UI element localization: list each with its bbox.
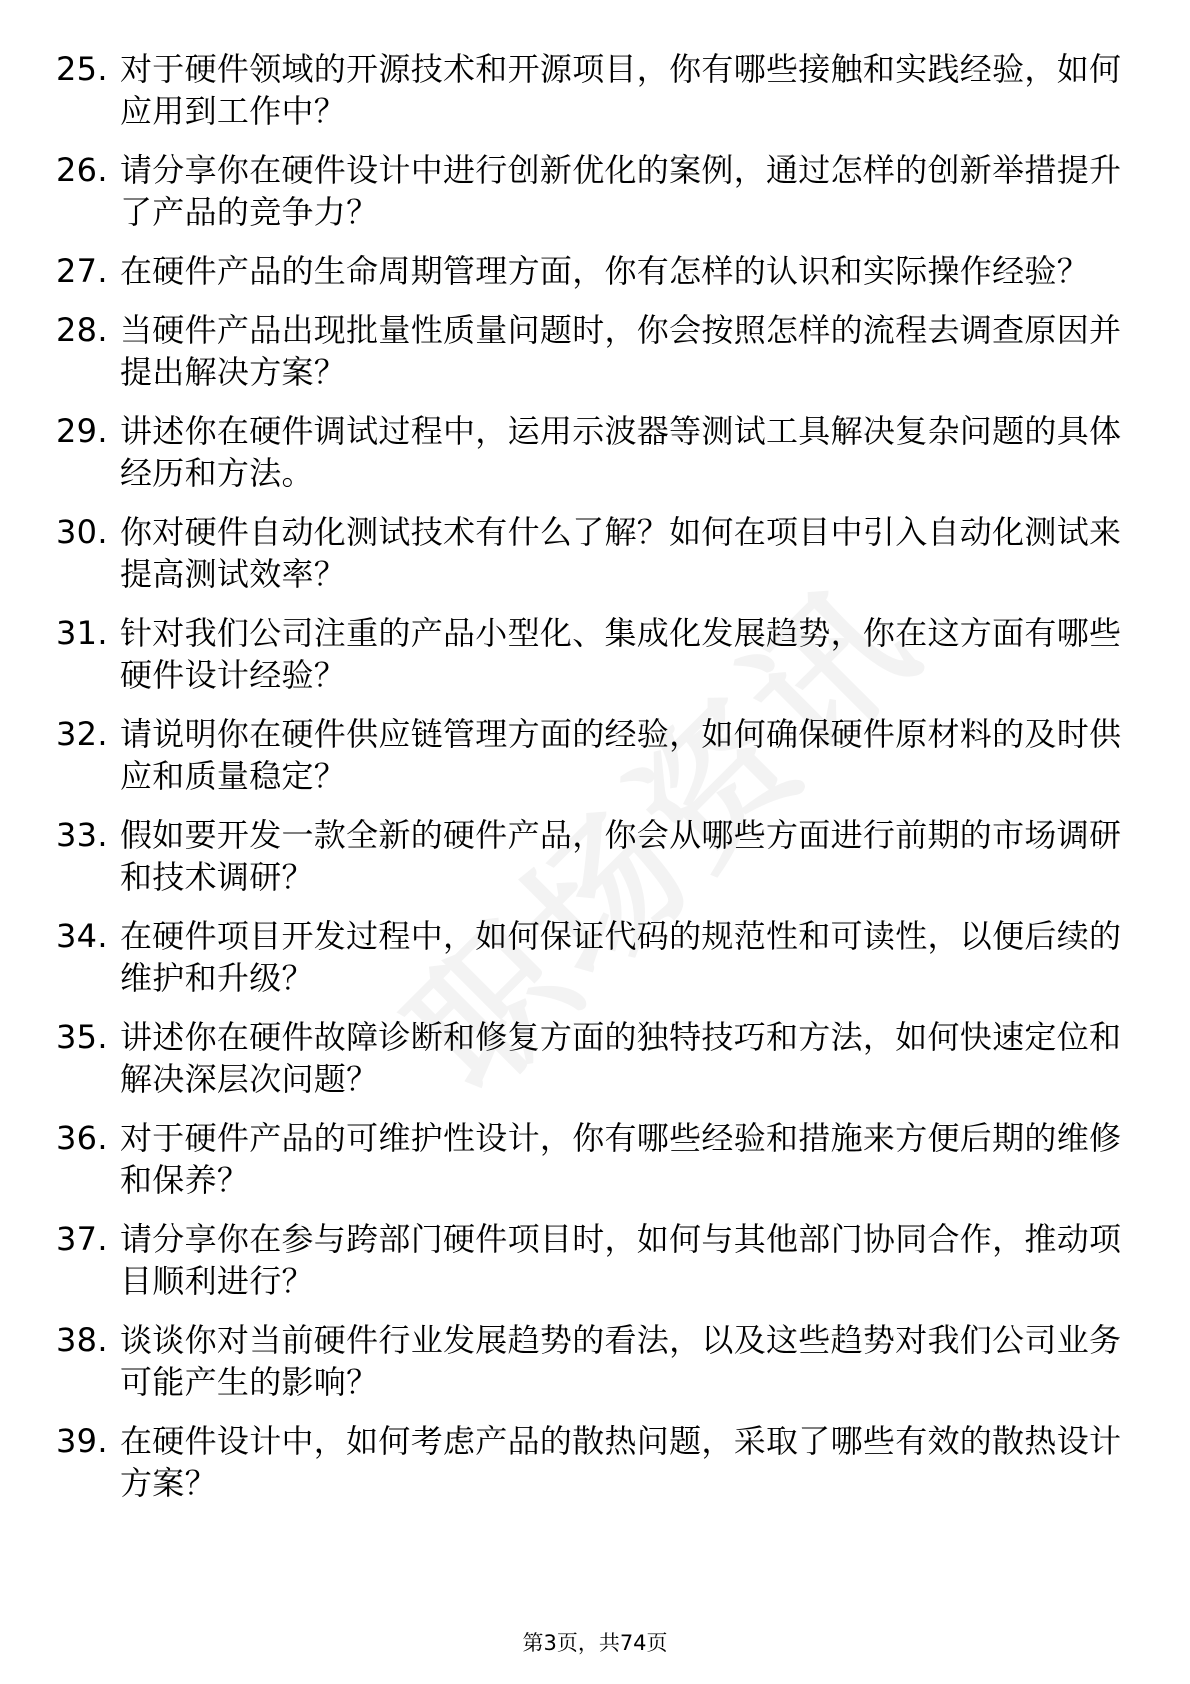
question-item — [56, 309, 1126, 393]
question-text: 请说明你在硬件供应链管理方面的经验，如何确保硬件原材料的及时供应和质量稳定？ — [120, 715, 1122, 795]
question-number: 27. — [56, 252, 108, 290]
question-item — [56, 1016, 1126, 1100]
question-text: 谈谈你对当前硬件行业发展趋势的看法，以及这些趋势对我们公司业务可能产生的影响？ — [120, 1321, 1122, 1401]
question-text: 对于硬件领域的开源技术和开源项目，你有哪些接触和实践经验，如何应用到工作中？ — [120, 50, 1122, 130]
question-item — [56, 250, 1126, 292]
question-number: 26. — [56, 151, 108, 189]
question-item — [56, 915, 1126, 999]
question-number: 25. — [56, 50, 108, 88]
question-number: 31. — [56, 614, 108, 652]
question-item — [56, 713, 1126, 797]
question-number: 28. — [56, 311, 108, 349]
question-text: 请分享你在参与跨部门硬件项目时，如何与其他部门协同合作，推动项目顺利进行？ — [120, 1220, 1122, 1300]
question-number: 29. — [56, 412, 108, 450]
question-item — [56, 149, 1126, 233]
question-item — [56, 511, 1126, 595]
question-item — [56, 1117, 1126, 1201]
question-text: 对于硬件产品的可维护性设计，你有哪些经验和措施来方便后期的维修和保养？ — [120, 1119, 1122, 1199]
question-number: 38. — [56, 1321, 108, 1359]
question-number: 35. — [56, 1018, 108, 1056]
question-list — [56, 48, 1126, 1521]
question-text: 假如要开发一款全新的硬件产品，你会从哪些方面进行前期的市场调研和技术调研？ — [120, 816, 1122, 896]
question-text: 讲述你在硬件故障诊断和修复方面的独特技巧和方法，如何快速定位和解决深层次问题？ — [120, 1018, 1122, 1098]
question-item — [56, 612, 1126, 696]
question-text: 在硬件产品的生命周期管理方面，你有怎样的认识和实际操作经验？ — [120, 252, 1090, 290]
question-text: 在硬件项目开发过程中，如何保证代码的规范性和可读性，以便后续的维护和升级？ — [120, 917, 1122, 997]
question-number: 39. — [56, 1422, 108, 1460]
question-text: 针对我们公司注重的产品小型化、集成化发展趋势，你在这方面有哪些硬件设计经验？ — [120, 614, 1122, 694]
question-text: 当硬件产品出现批量性质量问题时，你会按照怎样的流程去调查原因并提出解决方案？ — [120, 311, 1122, 391]
question-text: 在硬件设计中，如何考虑产品的散热问题，采取了哪些有效的散热设计方案？ — [120, 1422, 1122, 1502]
question-text: 请分享你在硬件设计中进行创新优化的案例，通过怎样的创新举措提升了产品的竞争力？ — [120, 151, 1122, 231]
page-footer: 第3页，共74页 — [522, 1631, 668, 1655]
question-item — [56, 48, 1126, 132]
question-item — [56, 1218, 1126, 1302]
question-text: 讲述你在硬件调试过程中，运用示波器等测试工具解决复杂问题的具体经历和方法。 — [120, 412, 1122, 492]
question-number: 37. — [56, 1220, 108, 1258]
question-number: 30. — [56, 513, 108, 551]
question-text: 你对硬件自动化测试技术有什么了解？如何在项目中引入自动化测试来提高测试效率？ — [120, 513, 1122, 593]
question-number: 32. — [56, 715, 108, 753]
question-number: 34. — [56, 917, 108, 955]
question-item — [56, 1420, 1126, 1504]
question-item — [56, 814, 1126, 898]
question-item — [56, 410, 1126, 494]
question-number: 33. — [56, 816, 108, 854]
question-item — [56, 1319, 1126, 1403]
question-number: 36. — [56, 1119, 108, 1157]
